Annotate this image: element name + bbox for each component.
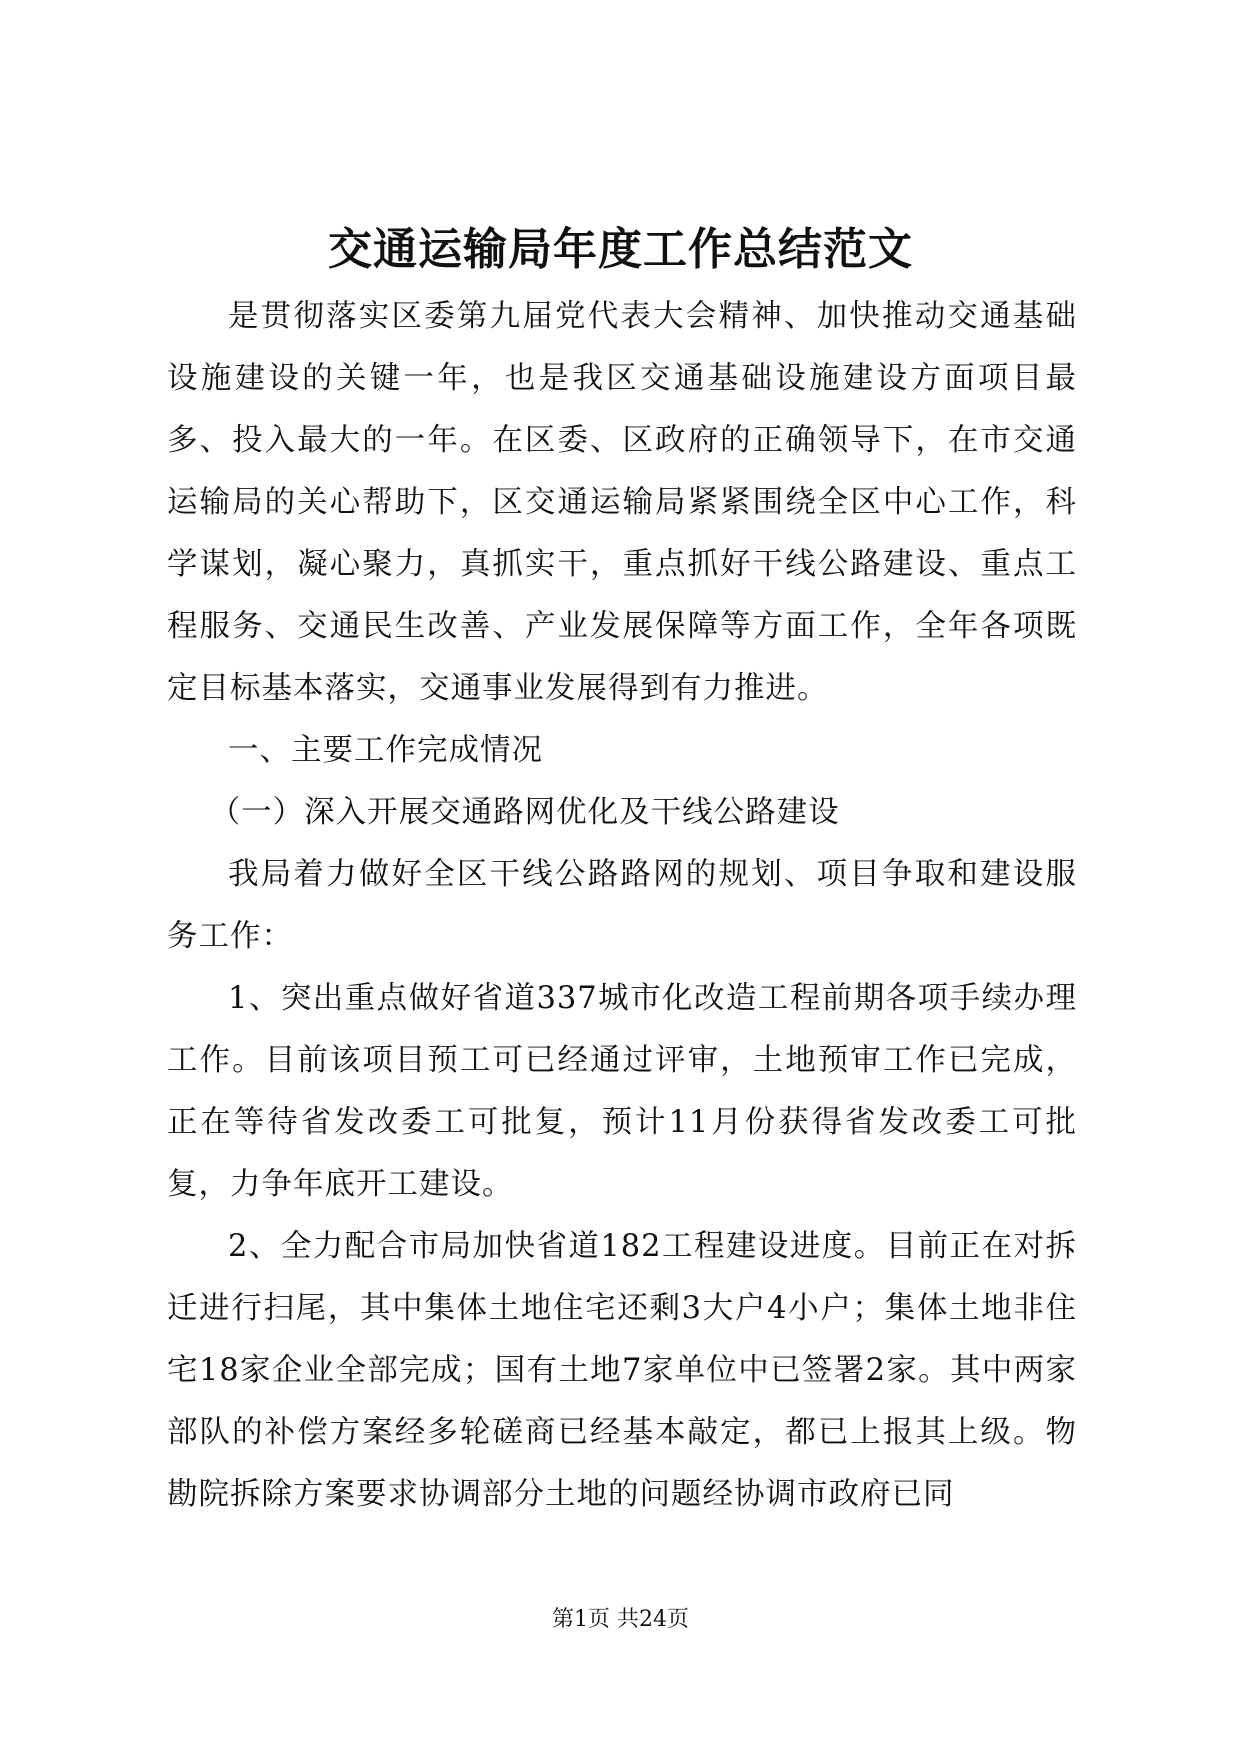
document-body [167, 286, 1077, 1526]
paragraph-road-network: 我局着力做好全区干线公路路网的规划、项目争取和建设服务工作： [167, 857, 1077, 954]
section-heading-main-work: 一、主要工作完成情况 [228, 733, 543, 768]
subsection-heading-road-network: （一）深入开展交通路网优化及干线公路建设 [209, 795, 840, 830]
paragraph-item-1: 1、突出重点做好省道337城市化改造工程前期各项手续办理工作。目前该项目预工可已经通过评审，土地预审工作已完成，正在等待省发改委工可批复，预计11月份获得省发改委工可批复，力争年底开工建设。 [167, 981, 1077, 1202]
page-footer: 第1页 共24页 [552, 1607, 689, 1632]
paragraph-item-2: 2、全力配合市局加快省道182工程建设进度。目前正在对拆迁进行扫尾，其中集体土地住宅还剩3大户4小户；集体土地非住宅18家企业全部完成；国有土地7家单位中已签署2家。其中两家部队的补偿方案经多轮磋商已经基本敲定，都已上报其上级。物勘院拆除方案要求协调部分土地的问题经协调市政府已同 [167, 1229, 1077, 1512]
document-title: 交通运输局年度工作总结范文 [328, 224, 913, 275]
paragraph-intro: 是贯彻落实区委第九届党代表大会精神、加快推动交通基础设施建设的关键一年，也是我区交通基础设施建设方面项目最多、投入最大的一年。在区委、区政府的正确领导下，在市交通运输局的关心帮助下，区交通运输局紧紧围绕全区中心工作，科学谋划，凝心聚力，真抓实干，重点抓好干线公路建设、重点工程服务、交通民生改善、产业发展保障等方面工作，全年各项既定目标基本落实，交通事业发展得到有力推进。 [167, 299, 1077, 706]
